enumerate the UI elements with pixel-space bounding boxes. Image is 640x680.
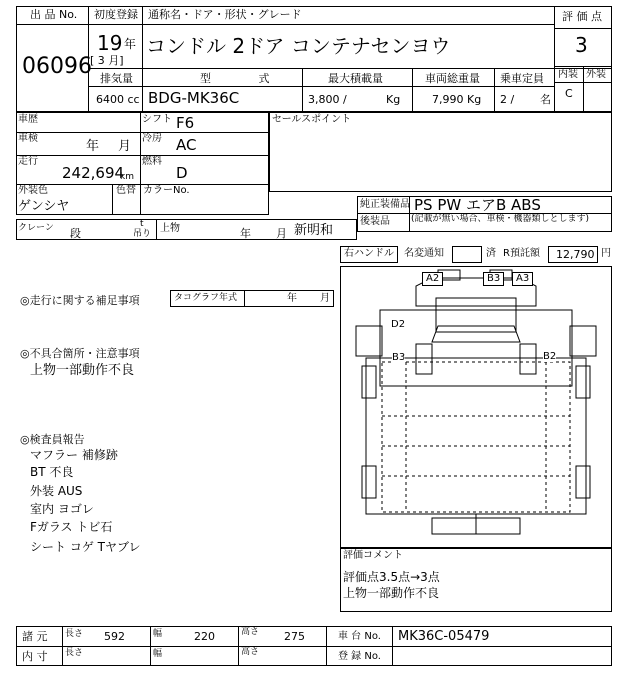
crane-stage-unit: 段 [70, 227, 81, 240]
body-maker: 新明和 [294, 223, 334, 238]
crane-ton-label: t [140, 219, 144, 229]
length-label: 長さ [65, 629, 84, 639]
damage-mark: B3 [392, 352, 406, 363]
capacity-unit: 名 [540, 93, 551, 106]
interior-label: 内装 [558, 69, 578, 80]
inspector-line: Fガラス トビ石 [30, 520, 113, 534]
max-load-label: 最大積載量 [328, 72, 383, 85]
damage-mark: A2 [422, 272, 443, 286]
equipment-value: PS PW エアB ABS [414, 196, 541, 214]
tachograph-label: タコグラフ年式 [174, 293, 238, 303]
damage-mark: B2 [543, 351, 557, 362]
gross-weight: 7,990 Kg [432, 93, 482, 106]
recycle-amount: 12,790 [556, 248, 595, 261]
inspector-line: マフラー 補修跡 [30, 448, 118, 462]
evaluation-comment-line: 評価点3.5点→3点 [343, 570, 440, 584]
truck-damage-diagram [340, 266, 612, 548]
inspector-line: 室内 ヨゴレ [30, 502, 94, 516]
recycle-label: R預託額 [503, 248, 540, 259]
running-notes-title: ◎走行に関する補足事項 [20, 294, 140, 307]
shift-value: F6 [176, 114, 195, 132]
lot-number-label: 出 品 No. [30, 8, 78, 21]
damage-mark: D2 [391, 319, 406, 330]
height-label: 高さ [241, 627, 260, 637]
name-change-box [452, 246, 482, 263]
inspector-line: 外装 AUS [30, 484, 83, 498]
crane-hook-label: 吊り [133, 229, 152, 239]
chassis-label: 車 台 No. [338, 631, 381, 642]
grade-label: 評 価 点 [562, 10, 602, 23]
mileage-unit: km [120, 172, 134, 182]
exterior-label: 外装 [586, 69, 606, 80]
lot-number: 06096 [22, 54, 92, 79]
first-registration-label: 初度登録 [94, 8, 138, 21]
color-change-label: 色替 [116, 185, 136, 196]
body-year-unit: 年 [240, 227, 251, 240]
mileage-value: 242,694 [62, 164, 125, 182]
history-label: 車歴 [18, 114, 38, 125]
max-load-unit: Kg [386, 93, 401, 106]
fuel-value: D [176, 164, 188, 182]
displacement: 6400 cc [96, 93, 140, 106]
vehicle-name: コンドル 2ドア コンテナセンヨウ [146, 34, 451, 58]
capacity-number: 2 / [500, 93, 515, 106]
inspector-report-title: ◎検査員報告 [20, 433, 85, 446]
body-month-unit: 月 [276, 227, 287, 240]
capacity-label: 乗車定員 [500, 72, 544, 85]
steering-value: 右ハンドル [344, 248, 394, 259]
inner-length-label: 長さ [65, 648, 84, 658]
inspection-month-unit: 月 [118, 139, 132, 154]
year-unit: 年 [124, 37, 137, 51]
inspector-line: BT 不良 [30, 465, 74, 479]
aftermarket-note: (記載が無い場合、車検・機器類しとします) [411, 214, 590, 224]
model-code-label: 型 式 [200, 72, 292, 85]
crane-label: クレーン [18, 223, 54, 233]
evaluation-comment-line: 上物一部動作不良 [343, 586, 440, 600]
width-value: 220 [194, 630, 215, 643]
sales-points-label: セールスポイント [272, 114, 352, 125]
damage-mark: A3 [512, 272, 533, 286]
color-label: 外装色 [18, 185, 48, 196]
mileage-label: 走行 [18, 156, 38, 167]
equipment-label: 純正装備品 [360, 199, 410, 210]
fuel-label: 燃料 [142, 156, 162, 167]
height-value: 275 [284, 630, 305, 643]
color-code-label: カラーNo. [143, 185, 190, 196]
length-value: 592 [104, 630, 125, 643]
first-registration-year: 19 [97, 31, 123, 55]
tachograph-month-unit: 月 [320, 293, 330, 304]
recycle-unit: 円 [601, 248, 611, 259]
shift-label: シフト [142, 114, 172, 125]
inspector-line: シート コゲ Tヤブレ [30, 540, 141, 554]
name-change-label: 名変通知 [404, 248, 444, 259]
color-value: ゲンシヤ [18, 199, 70, 214]
model-code: BDG-MK36C [148, 89, 240, 107]
gross-weight-label: 車両総重量 [425, 72, 480, 85]
scrap-label: 済 [486, 248, 496, 259]
inner-height-label: 高さ [241, 647, 260, 657]
ac-value: AC [176, 136, 197, 154]
evaluation-comment-title: 評価コメント [343, 550, 403, 561]
model-header-label: 通称名・ドア・形状・グレード [148, 8, 302, 21]
dimensions-label: 諸 元 [22, 630, 48, 643]
defects-title: ◎不具合箇所・注意事項 [20, 347, 140, 360]
width-label: 幅 [153, 629, 163, 639]
inner-width-label: 幅 [153, 649, 163, 659]
first-registration-month: [ 3 月] [90, 54, 124, 67]
inspection-year-unit: 年 [86, 139, 100, 154]
inspection-label: 車検 [18, 133, 38, 144]
body-label: 上物 [160, 223, 180, 234]
max-load: 3,800 / [308, 93, 347, 106]
chassis-number: MK36C-05479 [398, 629, 490, 644]
displacement-label: 排気量 [100, 72, 133, 85]
registration-label: 登 録 No. [338, 651, 381, 662]
defects-text: 上物一部動作不良 [30, 363, 135, 378]
damage-mark: B3 [483, 272, 504, 286]
overall-grade: 3 [575, 33, 588, 57]
aftermarket-label: 後装品 [360, 216, 390, 227]
ac-label: 冷房 [142, 133, 162, 144]
inner-dimensions-label: 内 寸 [22, 650, 48, 663]
tachograph-year-unit: 年 [287, 293, 297, 304]
interior-grade: C [565, 87, 573, 100]
